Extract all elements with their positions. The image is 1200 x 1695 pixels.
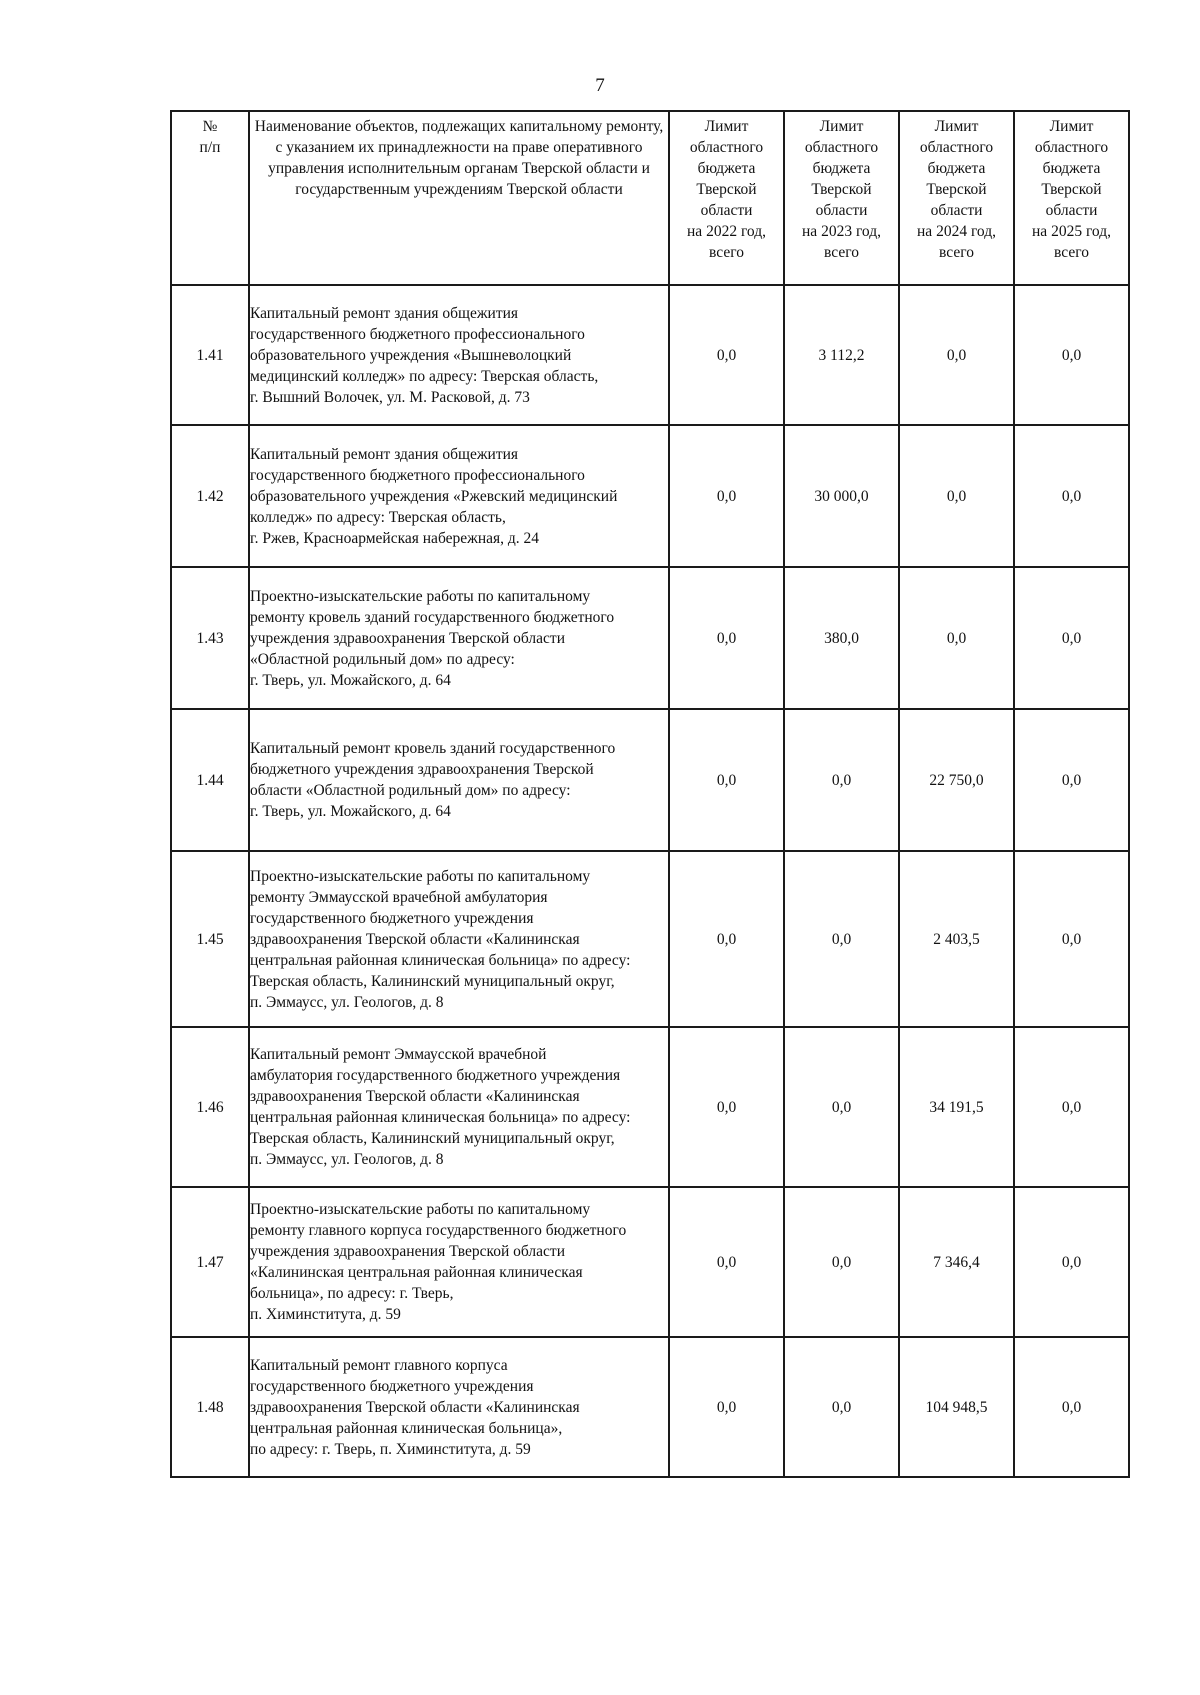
row-name-line: Капитальный ремонт главного корпуса xyxy=(250,1356,508,1374)
row-name-line: п. Химинститута, д. 59 xyxy=(250,1306,401,1323)
row-name-line: «Калининская центральная районная клиническая xyxy=(250,1264,583,1281)
header-limit-line: на 2022 год, xyxy=(687,223,766,240)
limit-2025-value: 0,0 xyxy=(1014,1337,1129,1477)
row-number: 1.44 xyxy=(171,709,249,851)
row-name-line: Тверская область, Калининский муниципальный округ, xyxy=(250,972,615,990)
row-name xyxy=(249,709,669,851)
header-limit-line: на 2024 год, xyxy=(917,223,996,240)
row-name-line: здравоохранения Тверской области «Калининская xyxy=(250,1398,580,1416)
row-name-line: государственного бюджетного профессионального xyxy=(250,466,585,484)
header-limit-line: областного xyxy=(919,139,994,156)
limit-2022-value: 0,0 xyxy=(669,425,784,567)
limit-2022-value: 0,0 xyxy=(669,1187,784,1337)
row-name-line: Капитальный ремонт здания общежития xyxy=(250,304,519,322)
header-limit-line: Лимит xyxy=(934,118,979,135)
table-row xyxy=(171,1027,1129,1187)
row-name-line: Тверская область, Калининский муниципальный округ, xyxy=(250,1130,615,1147)
header-limit-line: на 2025 год, xyxy=(1032,223,1111,240)
header-limit-line: Лимит xyxy=(1049,118,1094,135)
table-row xyxy=(171,285,1129,425)
header-row xyxy=(171,111,1129,285)
limit-2025-value: 0,0 xyxy=(1014,285,1129,425)
header-limit-line: Лимит xyxy=(819,118,864,135)
row-number: 1.43 xyxy=(171,567,249,709)
row-name xyxy=(249,851,669,1027)
header-limit-line: Лимит xyxy=(704,118,749,135)
row-number: 1.46 xyxy=(171,1027,249,1187)
row-number: 1.42 xyxy=(171,425,249,567)
header-number xyxy=(171,111,249,285)
capital-repair-table xyxy=(170,110,1130,1478)
limit-2023-value: 30 000,0 xyxy=(784,425,899,567)
row-name-line: Капитальный ремонт здания общежития xyxy=(250,445,519,463)
header-number-line: № xyxy=(202,118,218,135)
row-name xyxy=(249,1337,669,1477)
header-limit-line: области xyxy=(700,202,753,219)
row-number: 1.45 xyxy=(171,851,249,1027)
table-row xyxy=(171,851,1129,1027)
header-limit-line: области xyxy=(930,202,983,219)
limit-2025-value: 0,0 xyxy=(1014,1187,1129,1337)
row-name-line: колледж» по адресу: Тверская область, xyxy=(250,508,506,526)
header-limit-2022 xyxy=(669,111,784,285)
limit-2025-value: 0,0 xyxy=(1014,1027,1129,1187)
limit-2024-value: 0,0 xyxy=(899,567,1014,709)
row-name-line: Проектно-изыскательские работы по капитальному xyxy=(250,587,591,605)
header-limit-line: Тверской xyxy=(696,181,757,198)
row-name xyxy=(249,425,669,567)
row-name-line: образовательного учреждения «Вышневолоцкий xyxy=(250,346,572,364)
header-limit-line: всего xyxy=(1054,244,1089,261)
row-name-line: области «Областной родильный дом» по адресу: xyxy=(250,782,571,799)
row-name xyxy=(249,1027,669,1187)
header-limit-line: Тверской xyxy=(811,181,872,198)
limit-2024-value: 34 191,5 xyxy=(899,1027,1014,1187)
limit-2025-value: 0,0 xyxy=(1014,567,1129,709)
header-limit-line: на 2023 год, xyxy=(802,223,881,240)
row-name-line: медицинский колледж» по адресу: Тверская область, xyxy=(250,367,599,385)
row-name-line: г. Тверь, ул. Можайского, д. 64 xyxy=(250,803,451,820)
row-number: 1.48 xyxy=(171,1337,249,1477)
header-limit-2023 xyxy=(784,111,899,285)
header-limit-line: областного xyxy=(689,139,764,156)
limit-2023-value: 0,0 xyxy=(784,1027,899,1187)
limit-2024-value: 2 403,5 xyxy=(899,851,1014,1027)
row-name-line: бюджетного учреждения здравоохранения Тверской xyxy=(250,761,594,778)
limit-2025-value: 0,0 xyxy=(1014,709,1129,851)
header-limit-2025 xyxy=(1014,111,1129,285)
limit-2022-value: 0,0 xyxy=(669,285,784,425)
limit-2023-value: 0,0 xyxy=(784,1187,899,1337)
row-name-line: учреждения здравоохранения Тверской области xyxy=(250,629,565,647)
limit-2025-value: 0,0 xyxy=(1014,425,1129,567)
header-limit-line: бюджета xyxy=(812,160,871,177)
row-name-line: ремонту кровель зданий государственного бюджетного xyxy=(250,608,615,626)
row-name-line: Капитальный ремонт кровель зданий государственного xyxy=(250,740,616,757)
header-limit-line: областного xyxy=(804,139,879,156)
header-limit-line: всего xyxy=(824,244,859,261)
limit-2022-value: 0,0 xyxy=(669,851,784,1027)
page-number: 7 xyxy=(595,75,605,96)
row-name xyxy=(249,567,669,709)
header-name-text: Наименование объектов, подлежащих капитальному ремонту, с указанием их принадлежности на праве оперативного управления исполнительным органам Тверской области и государственным учреждениям Тверской области xyxy=(254,118,664,198)
table-row xyxy=(171,1187,1129,1337)
header-number-line: п/п xyxy=(199,139,221,156)
header-limit-line: бюджета xyxy=(927,160,986,177)
table-row xyxy=(171,709,1129,851)
header-limit-line: области xyxy=(1045,202,1098,219)
row-name-line: п. Эммаусс, ул. Геологов, д. 8 xyxy=(250,993,444,1011)
header-limit-line: Тверской xyxy=(1041,181,1102,198)
limit-2022-value: 0,0 xyxy=(669,567,784,709)
table-row xyxy=(171,1337,1129,1477)
limit-2022-value: 0,0 xyxy=(669,1027,784,1187)
row-name-line: ремонту Эммаусской врачебной амбулатория xyxy=(250,888,548,906)
limit-2022-value: 0,0 xyxy=(669,1337,784,1477)
header-limit-2024 xyxy=(899,111,1014,285)
row-number: 1.41 xyxy=(171,285,249,425)
limit-2023-value: 0,0 xyxy=(784,851,899,1027)
row-name-line: здравоохранения Тверской области «Калининская xyxy=(250,1088,580,1105)
table-row xyxy=(171,425,1129,567)
row-name-line: государственного бюджетного учреждения xyxy=(250,909,534,927)
row-name-line: центральная районная клиническая больница», xyxy=(250,1419,563,1437)
limit-2023-value: 3 112,2 xyxy=(784,285,899,425)
row-name-line: г. Ржев, Красноармейская набережная, д. 24 xyxy=(250,529,540,547)
row-name-line: г. Тверь, ул. Можайского, д. 64 xyxy=(250,671,451,689)
table-body xyxy=(171,285,1129,1477)
row-name-line: больница», по адресу: г. Тверь, xyxy=(250,1285,454,1302)
header-limit-line: всего xyxy=(939,244,974,261)
row-name-line: центральная районная клиническая больница» по адресу: xyxy=(250,1109,631,1126)
row-name-line: Капитальный ремонт Эммаусской врачебной xyxy=(250,1046,547,1063)
limit-2024-value: 104 948,5 xyxy=(899,1337,1014,1477)
limit-2024-value: 22 750,0 xyxy=(899,709,1014,851)
header-limit-line: бюджета xyxy=(1042,160,1101,177)
table-header xyxy=(171,111,1129,285)
limit-2023-value: 0,0 xyxy=(784,709,899,851)
row-name-line: «Областной родильный дом» по адресу: xyxy=(250,650,515,668)
row-name-line: здравоохранения Тверской области «Калининская xyxy=(250,930,580,948)
table-row xyxy=(171,567,1129,709)
header-limit-line: всего xyxy=(709,244,744,261)
row-name-line: государственного бюджетного профессионального xyxy=(250,325,585,343)
limit-2022-value: 0,0 xyxy=(669,709,784,851)
row-name-line: государственного бюджетного учреждения xyxy=(250,1377,534,1395)
header-limit-line: Тверской xyxy=(926,181,987,198)
row-name-line: учреждения здравоохранения Тверской области xyxy=(250,1243,565,1260)
row-name-line: г. Вышний Волочек, ул. М. Расковой, д. 73 xyxy=(250,388,530,406)
row-name-line: амбулатория государственного бюджетного учреждения xyxy=(250,1067,621,1084)
limit-2024-value: 7 346,4 xyxy=(899,1187,1014,1337)
limit-2024-value: 0,0 xyxy=(899,285,1014,425)
row-number: 1.47 xyxy=(171,1187,249,1337)
row-name-line: ремонту главного корпуса государственного бюджетного xyxy=(250,1222,627,1239)
row-name xyxy=(249,1187,669,1337)
limit-2025-value: 0,0 xyxy=(1014,851,1129,1027)
limit-2024-value: 0,0 xyxy=(899,425,1014,567)
header-limit-line: областного xyxy=(1034,139,1109,156)
row-name-line: по адресу: г. Тверь, п. Химинститута, д. 59 xyxy=(250,1440,531,1458)
header-limit-line: бюджета xyxy=(697,160,756,177)
header-limit-line: области xyxy=(815,202,868,219)
row-name-line: Проектно-изыскательские работы по капитальному xyxy=(250,867,591,885)
limit-2023-value: 0,0 xyxy=(784,1337,899,1477)
row-name xyxy=(249,285,669,425)
row-name-line: п. Эммаусс, ул. Геологов, д. 8 xyxy=(250,1151,444,1168)
limit-2023-value: 380,0 xyxy=(784,567,899,709)
row-name-line: центральная районная клиническая больница» по адресу: xyxy=(250,951,631,969)
header-name xyxy=(249,111,669,285)
row-name-line: образовательного учреждения «Ржевский медицинский xyxy=(250,487,618,505)
row-name-line: Проектно-изыскательские работы по капитальному xyxy=(250,1201,591,1218)
